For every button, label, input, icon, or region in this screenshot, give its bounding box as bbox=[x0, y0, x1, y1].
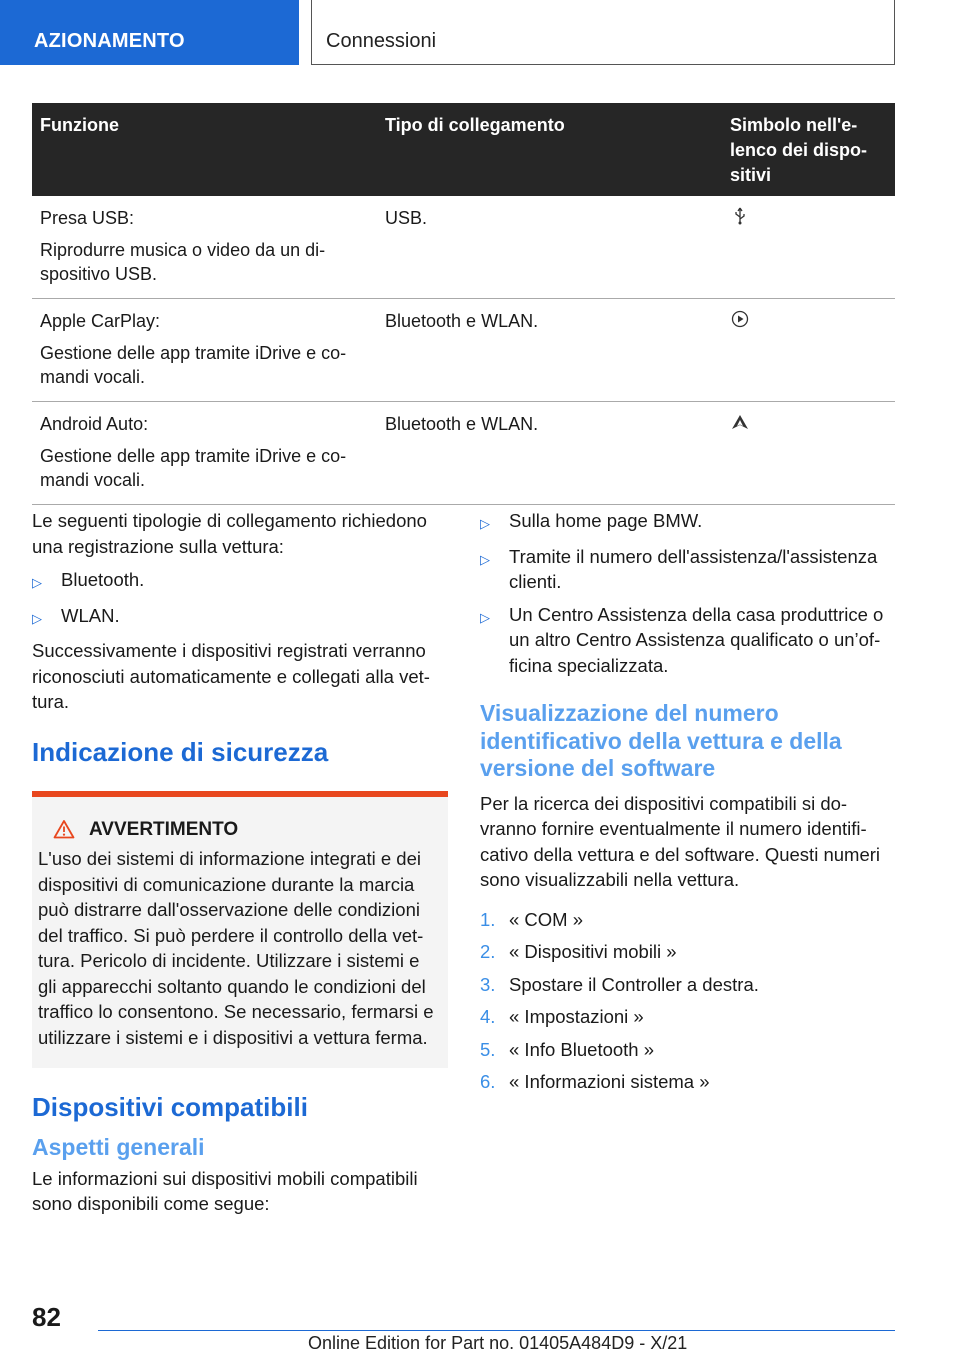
triangle-bullet-icon: ▷ bbox=[480, 516, 490, 531]
right-column bbox=[480, 508, 896, 1102]
table-header-cell: Simbolo nell'e- lenco dei dispo- sitivi bbox=[722, 103, 895, 196]
table-cell-symbol bbox=[722, 196, 895, 299]
triangle-bullet-icon: ▷ bbox=[480, 551, 490, 567]
android-auto-icon bbox=[730, 412, 750, 432]
function-desc: Gestione delle app tramite iDrive e co- mandi vocali. bbox=[40, 446, 347, 490]
table-header-cell: Funzione bbox=[32, 103, 377, 196]
page-number: 82 bbox=[32, 1302, 61, 1332]
list-item-text: Un Centro Assistenza della casa produttrice o un altro Centro Assistenza qualificato o un’of-ficina specializzata. bbox=[509, 603, 884, 676]
warning-triangle-icon bbox=[53, 819, 75, 839]
section-tab: AZIONAMENTO bbox=[0, 0, 299, 65]
list-item bbox=[480, 544, 896, 595]
function-desc: Gestione delle app tramite iDrive e co- mandi vocali. bbox=[40, 343, 347, 387]
table-row bbox=[32, 299, 895, 402]
table-row bbox=[32, 402, 895, 505]
table-cell-symbol bbox=[722, 402, 895, 505]
left-column bbox=[32, 508, 448, 1225]
registration-after: Successivamente i dispositivi registrati verranno riconosciuti automaticamente e collegati alla vet-tura. bbox=[32, 640, 430, 712]
list-item bbox=[32, 603, 448, 632]
safety-heading: Indicazione di sicurezza bbox=[32, 736, 329, 767]
list-item bbox=[32, 567, 448, 596]
step-item bbox=[480, 1004, 896, 1030]
registration-intro: Le seguenti tipologie di collegamento richiedono una registrazione sulla vettura: bbox=[32, 510, 427, 557]
warning-title bbox=[38, 817, 438, 843]
compatible-devices-heading: Dispositivi compatibili bbox=[32, 1092, 308, 1122]
function-title: Presa USB: bbox=[40, 208, 135, 228]
warning-text: L'uso dei sistemi di informazione integrati e dei dispositivi di comunicazione durante la marcia può distrarre dall'osservazione delle condizioni del traffico. Si può perdere il controllo della vet-tura. Pericolo di incidente. Utilizzare i sistemi e gli apparecchi soltanto quando le condizioni del traffico lo consentono. Se necessario, fermarsi e utilizzare i sistemi e i dispositivi a vettura ferma. bbox=[38, 848, 434, 1048]
step-text: « Dispositivi mobili » bbox=[509, 941, 677, 962]
function-title: Apple CarPlay: bbox=[40, 311, 161, 331]
step-item bbox=[480, 1069, 896, 1095]
table-cell-type: USB. bbox=[377, 196, 722, 299]
triangle-bullet-icon: ▷ bbox=[480, 609, 490, 625]
list-item bbox=[480, 602, 896, 679]
general-aspects-text: Le informazioni sui dispositivi mobili compatibili sono disponibili come segue: bbox=[32, 1167, 418, 1214]
chapter-title: Connessioni bbox=[311, 0, 895, 65]
step-number: 2. bbox=[480, 941, 496, 962]
table-cell-function bbox=[32, 196, 377, 299]
step-number: 1. bbox=[480, 908, 496, 930]
function-desc: Riprodurre musica o video da un di- spositivo USB. bbox=[40, 240, 326, 284]
step-number: 4. bbox=[480, 1006, 496, 1027]
step-item bbox=[480, 1037, 896, 1063]
vin-software-text: Per la ricerca dei dispositivi compatibili si do-vranno fornire eventualmente il numero identifi-cativo della vettura e del software. Questi numeri sono visualizzabili nella vettura. bbox=[480, 792, 880, 890]
step-number: 6. bbox=[480, 1071, 496, 1092]
footer-edition: Online Edition for Part no. 01405A484D9 - X/21 bbox=[308, 1333, 688, 1353]
carplay-icon bbox=[730, 309, 750, 329]
list-item-text: WLAN. bbox=[61, 604, 120, 626]
table-header-cell: Tipo di collegamento bbox=[377, 103, 722, 196]
vin-software-heading: Visualizzazione del numero identificativo della vettura e della versione del software bbox=[480, 700, 842, 781]
warning-title-text: AVVERTIMENTO bbox=[89, 818, 239, 840]
list-item-text: Tramite il numero dell'assistenza/l'assistenza clienti. bbox=[509, 545, 878, 592]
table-cell-type: Bluetooth e WLAN. bbox=[377, 402, 722, 505]
warning-box bbox=[32, 791, 448, 1069]
footer-divider bbox=[98, 1330, 895, 1331]
step-item bbox=[480, 972, 896, 998]
triangle-bullet-icon: ▷ bbox=[32, 610, 42, 626]
step-number: 5. bbox=[480, 1038, 496, 1060]
step-item bbox=[480, 907, 896, 933]
step-text: « Impostazioni » bbox=[509, 1006, 644, 1027]
step-number: 3. bbox=[480, 973, 496, 995]
connections-table bbox=[32, 103, 895, 505]
table-cell-function bbox=[32, 402, 377, 505]
table-header-row bbox=[32, 103, 895, 196]
step-text: Spostare il Controller a destra. bbox=[509, 973, 759, 995]
step-text: « Info Bluetooth » bbox=[509, 1038, 655, 1060]
table-row bbox=[32, 196, 895, 299]
function-title: Android Auto: bbox=[40, 414, 149, 434]
general-aspects-heading: Aspetti generali bbox=[32, 1134, 205, 1160]
list-item-text: Bluetooth. bbox=[61, 569, 145, 590]
list-item-text: Sulla home page BMW. bbox=[509, 510, 703, 531]
step-item bbox=[480, 939, 896, 965]
step-text: « COM » bbox=[509, 908, 584, 930]
table-cell-function bbox=[32, 299, 377, 402]
table-cell-symbol bbox=[722, 299, 895, 402]
table-cell-type: Bluetooth e WLAN. bbox=[377, 299, 722, 402]
step-text: « Informazioni sistema » bbox=[509, 1071, 710, 1092]
usb-icon bbox=[730, 206, 750, 226]
list-item bbox=[480, 508, 896, 537]
triangle-bullet-icon: ▷ bbox=[32, 575, 42, 590]
